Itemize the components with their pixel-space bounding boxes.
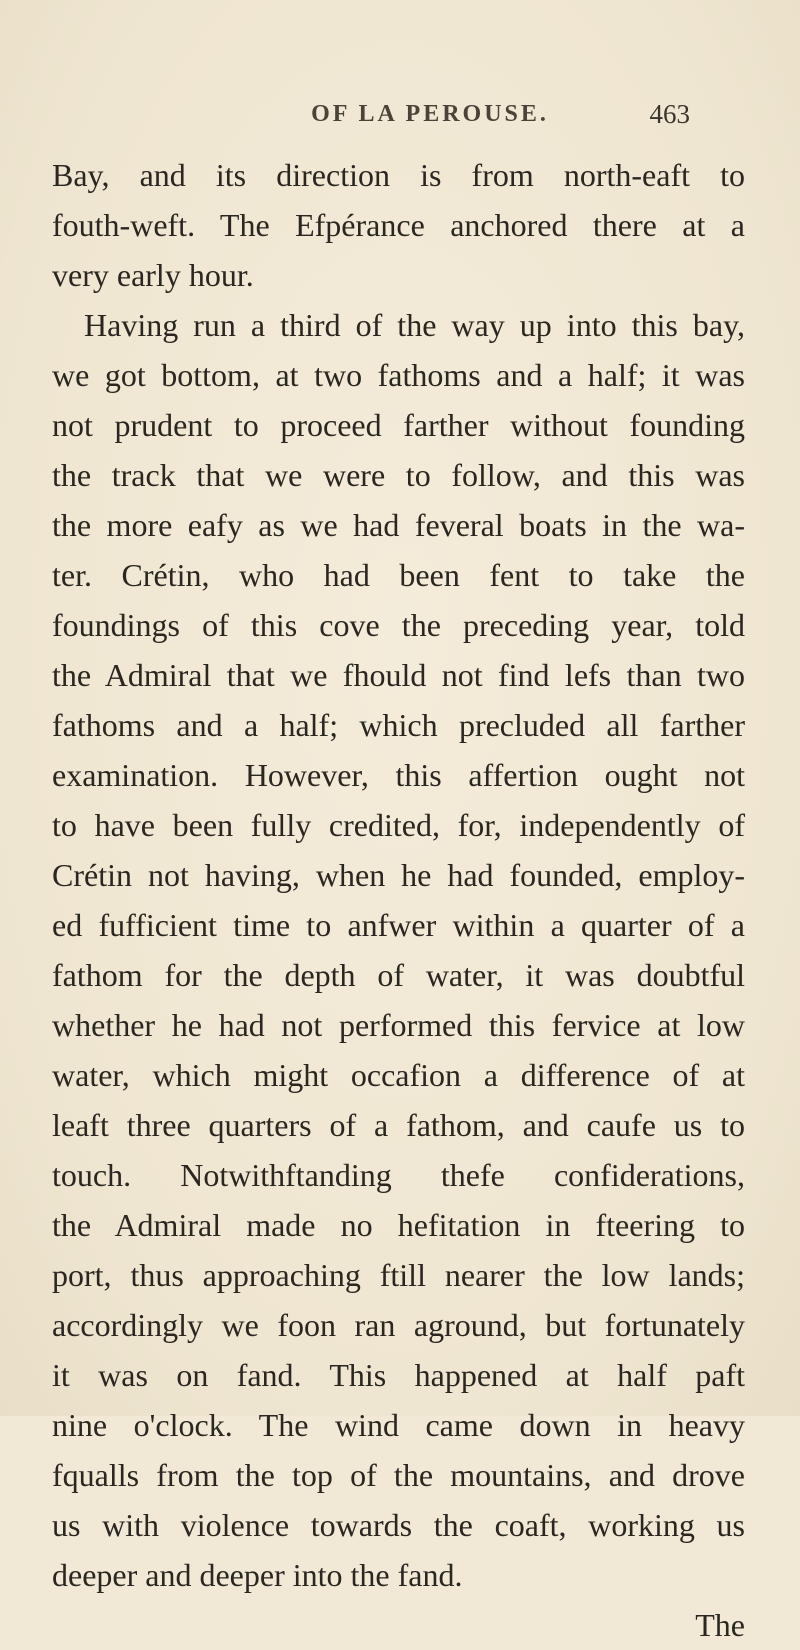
text-line: deeper and deeper into the fand. xyxy=(52,1557,463,1593)
catchword: The xyxy=(695,1607,745,1643)
text-line: not prudent to proceed farther without founding xyxy=(52,407,745,443)
text-line: Bay, and its direction is from north-eaft to xyxy=(52,157,745,193)
text-line: it was on fand. This happened at half paft xyxy=(52,1357,745,1393)
text-line: Crétin not having, when he had founded, employ- xyxy=(52,857,745,893)
text-line: the more eafy as we had feveral boats in the wa- xyxy=(52,507,745,543)
text-line: foundings of this cove the preceding year, told xyxy=(52,607,745,643)
text-line: we got bottom, at two fathoms and a half; it was xyxy=(52,357,745,393)
text-line: examination. However, this affertion ought not xyxy=(52,757,745,793)
text-line: touch. Notwithftanding thefe confiderations, xyxy=(52,1157,745,1193)
text-line: whether he had not performed this fervice at low xyxy=(52,1007,745,1043)
text-line: nine o'clock. The wind came down in heavy xyxy=(52,1407,745,1443)
text-line: accordingly we foon ran aground, but fortunately xyxy=(52,1307,745,1343)
text-line: to have been fully credited, for, independently of xyxy=(52,807,745,843)
text-line: the Admiral made no hefitation in fteering to xyxy=(52,1207,745,1243)
text-line: ed fufficient time to anfwer within a quarter of a xyxy=(52,907,745,943)
text-line: fathom for the depth of water, it was doubtful xyxy=(52,957,745,993)
text-line: fathoms and a half; which precluded all farther xyxy=(52,707,745,743)
running-title: OF LA PEROUSE. xyxy=(311,101,549,127)
text-line: leaft three quarters of a fathom, and caufe us to xyxy=(52,1107,745,1143)
text-line: Having run a third of the way up into this bay, xyxy=(84,307,745,343)
text-line: fouth-weft. The Efpérance anchored there at a xyxy=(52,207,745,243)
running-head xyxy=(0,94,800,134)
page-number: 463 xyxy=(649,99,690,129)
text-line: fqualls from the top of the mountains, and drove xyxy=(52,1457,745,1493)
text-line: the track that we were to follow, and this was xyxy=(52,457,745,493)
text-line: ter. Crétin, who had been fent to take the xyxy=(52,557,745,593)
body-text xyxy=(52,150,745,1650)
text-line: the Admiral that we fhould not find lefs than two xyxy=(52,657,745,693)
text-line: us with violence towards the coaft, working us xyxy=(52,1507,745,1543)
text-line: port, thus approaching ftill nearer the low lands; xyxy=(52,1257,745,1293)
text-line: water, which might occafion a difference of at xyxy=(52,1057,745,1093)
text-line: very early hour. xyxy=(52,257,254,293)
